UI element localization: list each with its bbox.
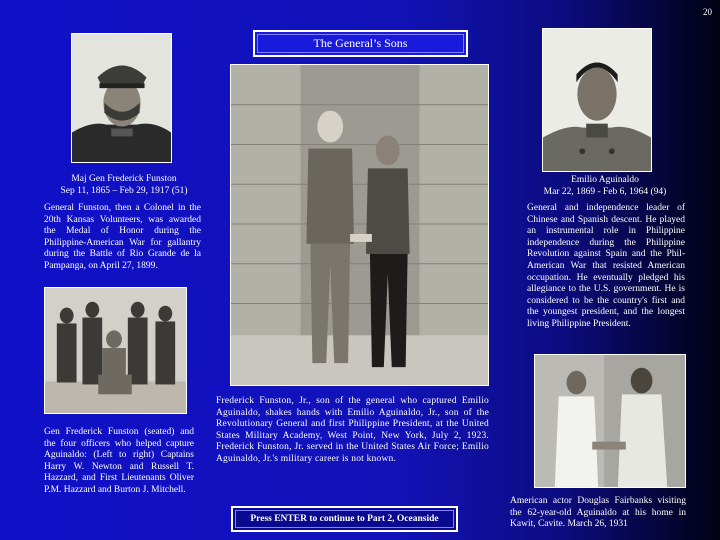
aguinaldo-bio: General and independence leader of Chinese and Spanish descent. He played an instrumental role in Philippine independence during the Philippine Revolution against Spain and the Phil-American War that resisted American occupation. He eventually pledged his allegiance to the U.S. government. He is considered to be the country's first and the youngest president, and the longest living Philippine President.: [527, 203, 685, 329]
aguinaldo-name: Emilio Aguinaldo: [571, 175, 639, 185]
officers-group-photo: [44, 287, 187, 414]
sons-photo-caption: Frederick Funston, Jr., son of the general who captured Emilio Aguinaldo, shakes hands with Emilio Aguinaldo, Jr., son of the Revolutionary General and first Philippine President, at the United States Military Academy, West Point, New York, July 2, 1923. Frederick Funston, Jr. served in the United States Air Force; Emilio Aguinaldo, Jr.'s military career is not known.: [216, 396, 489, 464]
funston-portrait-photo: [71, 33, 172, 163]
slide-title: The General’s Sons: [253, 30, 468, 57]
funston-bio: General Funston, then a Colonel in the 20th Kansas Volunteers, was awarded the Medal of Honor during the Philippine-American War for gallantry during the Battle of Rio Grande de la Pampanga, on April 27, 1899.: [44, 203, 201, 271]
fairbanks-photo-caption: American actor Douglas Fairbanks visiting the 62-year-old Aguinaldo at his home in Kawit, Cavite. March 26, 1931: [510, 496, 686, 530]
fairbanks-aguinaldo-photo: [534, 354, 686, 488]
officers-photo-caption: Gen Frederick Funston (seated) and the four officers who helped capture Aguinaldo: (Left to right) Captains Harry W. Newton and Russell T. Hazzard, and First Lieutenants Oliver P.M. Hazzard and Burton J. Mitchell.: [44, 427, 194, 495]
aguinaldo-portrait-photo: [542, 28, 652, 172]
funston-dates: Sep 11, 1865 – Feb 29, 1917 (51): [60, 186, 188, 196]
continue-button[interactable]: Press ENTER to continue to Part 2, Oceanside: [231, 506, 458, 532]
page-number: 20: [703, 7, 712, 17]
funston-name: Maj Gen Frederick Funston: [71, 174, 177, 184]
sons-handshake-photo: [230, 64, 489, 386]
aguinaldo-dates: Mar 22, 1869 - Feb 6, 1964 (94): [543, 187, 667, 197]
